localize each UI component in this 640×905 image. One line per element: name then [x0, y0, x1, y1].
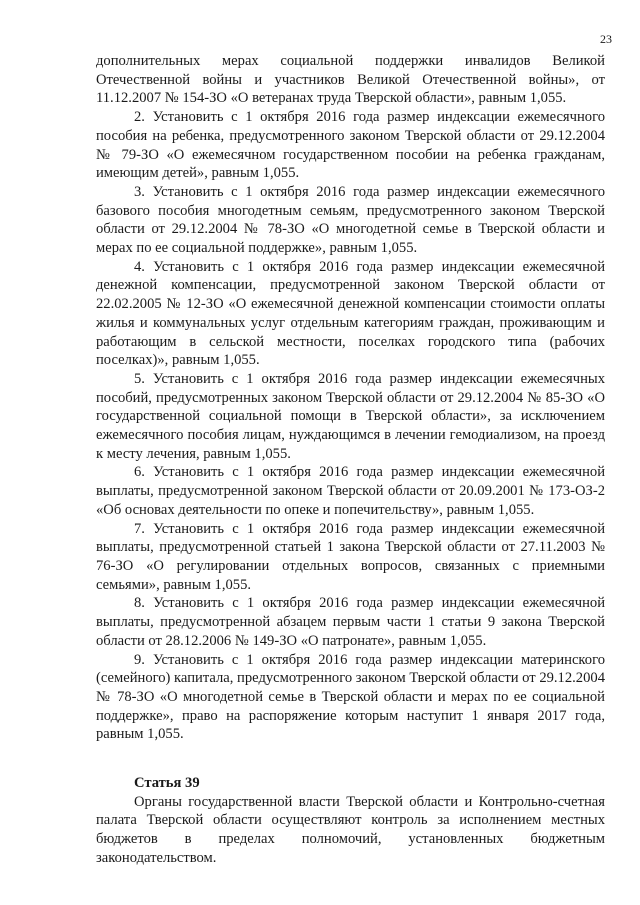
- paragraph-item-9: 9. Установить с 1 октября 2016 года размер индексации материнского (семейного) капитала, предусмотренного законом Тверской области от 29.12.2004 № 78-ЗО «О многодетной семье в Тверской области и мерах по ее социальной поддержке», право на распоряжение которым наступит 1 января 2017 года, равным 1,055.: [96, 651, 605, 743]
- paragraph-item-4: 4. Установить с 1 октября 2016 года размер индексации ежемесячной денежной компенсации, предусмотренной законом Тверской области от 22.02.2005 № 12-ЗО «О ежемесячной денежной компенсации стоимости оплаты жилья и коммунальных услуг отдельным категориям граждан, проживающим и работающим в сельской местности, поселках городского типа (рабочих поселках)», равным 1,055.: [96, 258, 605, 369]
- paragraph-item-3: 3. Установить с 1 октября 2016 года размер индексации ежемесячного базового пособия многодетным семьям, предусмотренного законом Тверской области от 29.12.2004 № 78-ЗО «О многодетной семье в Тверской области и мерах по ее социальной поддержке», равным 1,055.: [96, 183, 605, 257]
- paragraph-item-8: 8. Установить с 1 октября 2016 года размер индексации ежемесячной выплаты, предусмотренной абзацем первым части 1 статьи 9 закона Тверской области от 28.12.2006 № 149-ЗО «О патронате», равным 1,055.: [96, 595, 605, 649]
- paragraph-item-2: 2. Установить с 1 октября 2016 года размер индексации ежемесячного пособия на ребенка, предусмотренного законом Тверской области от 29.12.2004 № 79-ЗО «О ежемесячном государственном пособии на ребенка гражданам, имеющим детей», равным 1,055.: [96, 109, 605, 182]
- paragraph-item-7: 7. Установить с 1 октября 2016 года размер индексации ежемесячной выплаты, предусмотренной статьей 1 закона Тверской области от 27.11.2003 № 76-ЗО «О регулировании отдельных вопросов, связанных с приемными семьями», равным 1,055.: [96, 520, 605, 593]
- article-text: Органы государственной власти Тверской области и Контрольно-счетная палата Тверской области осуществляют контроль за исполнением местных бюджетов в пределах полномочий, установленных бюджетным законодательством.: [96, 793, 605, 866]
- page-number: 23: [600, 32, 612, 46]
- paragraph-item-5: 5. Установить с 1 октября 2016 года размер индексации ежемесячных пособий, предусмотренных законом Тверской области от 29.12.2004 № 85-ЗО «О государственной социальной помощи в Тверской области», за исключением ежемесячного пособия лицам, нуждающимся в лечении гемодиализом, на проезд к месту лечения, равным 1,055.: [96, 370, 605, 462]
- document-body: [96, 52, 605, 868]
- paragraph-continuation: дополнительных мерах социальной поддержки инвалидов Великой Отечественной войны и участников Великой Отечественной войны», от 11.12.2007 № 154-ЗО «О ветеранах труда Тверской области», равным 1,055.: [96, 53, 605, 107]
- paragraph-item-6: 6. Установить с 1 октября 2016 года размер индексации ежемесячной выплаты, предусмотренной законом Тверской области от 20.09.2001 № 173-ОЗ-2 «Об основах деятельности по опеке и попечительству», равным 1,055.: [96, 464, 605, 518]
- article-heading: Статья 39: [134, 775, 200, 792]
